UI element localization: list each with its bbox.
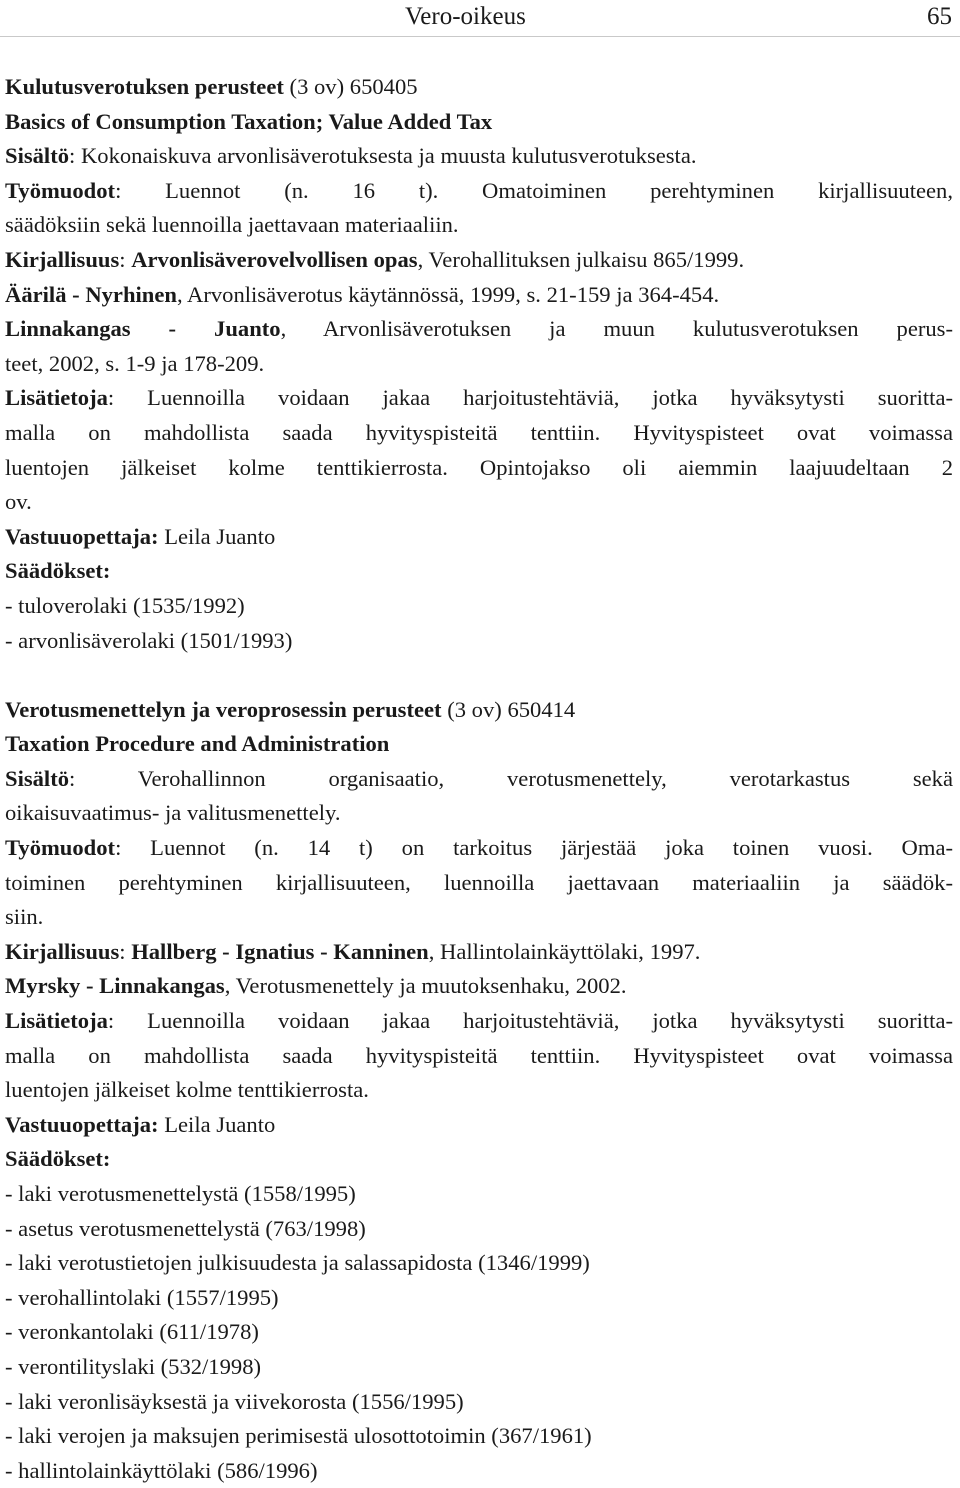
statute-item: - laki verotustietojen julkisuudesta ja salassapidosta (1346/1999): [5, 1250, 590, 1276]
course-methods-line-1: [5, 174, 953, 209]
statute-item: - hallintolainkäyttölaki (586/1996): [5, 1457, 318, 1483]
course-content-line-2: oikaisuvaatimus- ja valitusmenettely.: [5, 800, 341, 826]
course-title-fi: Kulutusverotuksen perusteet: [5, 74, 284, 99]
literature-item-2: [5, 969, 953, 1004]
literature-item-2: [5, 278, 953, 313]
info-line-4: ov.: [5, 489, 32, 515]
responsible-teacher: [5, 520, 953, 555]
literature-details: , Verotusmenettely ja muutoksenhaku, 2002.: [224, 973, 627, 999]
literature-label: Kirjallisuus: [5, 246, 120, 272]
course-section-taxation-procedure: [5, 693, 953, 1488]
literature-author: Hallberg - Ignatius - Kanninen: [131, 938, 429, 964]
content-label: Sisältö: [5, 143, 70, 169]
teacher-name: Leila Juanto: [158, 1111, 276, 1137]
course-methods-line-1: [5, 831, 953, 866]
methods-text: : Luennot (n. 16 t). Omatoiminen perehtyminen kirjallisuuteen,: [115, 177, 953, 203]
literature-item-3: [5, 312, 953, 347]
running-header-title: Vero-oikeus: [405, 3, 526, 30]
page-body: [5, 70, 953, 1488]
statutes-label: Säädökset:: [5, 1146, 111, 1172]
page-header: [0, 0, 960, 37]
responsible-teacher: [5, 1108, 953, 1143]
info-line-2: malla on mahdollista saada hyvityspisteitä tenttiin. Hyvityspisteet ovat voimassa: [5, 1042, 953, 1068]
teacher-label: Vastuuopettaja:: [5, 1111, 159, 1137]
statutes-label: Säädökset:: [5, 558, 111, 584]
page-number: 65: [927, 3, 952, 30]
statute-item: - verontilityslaki (532/1998): [5, 1353, 262, 1379]
info-line-3: luentojen jälkeiset kolme tenttikierrosta. Opintojakso oli aiemmin laajuudeltaan 2: [5, 454, 953, 480]
course-heading: [5, 693, 953, 728]
literature-item-1: [5, 243, 953, 278]
literature-details: , Arvonlisäverotuksen ja muun kulutusverotuksen perus-: [280, 316, 953, 342]
literature-item-3-cont: teet, 2002, s. 1-9 ja 178-209.: [5, 350, 265, 376]
course-section-consumption-taxation: [5, 70, 953, 658]
course-title-en: Taxation Procedure and Administration: [5, 731, 390, 757]
course-methods-line-2: säädöksiin sekä luennoilla jaettavaan materiaaliin.: [5, 212, 459, 238]
literature-colon: :: [119, 246, 132, 272]
course-heading: [5, 70, 953, 105]
course-methods-line-2: toiminen perehtyminen kirjallisuuteen, luennoilla jaettavaan materiaaliin ja säädök-: [5, 869, 953, 895]
info-text: : Luennoilla voidaan jakaa harjoitustehtäviä, jotka hyväksytysti suoritta-: [107, 1008, 953, 1034]
statute-item: - laki verojen ja maksujen perimisestä ulosottotoimin (367/1961): [5, 1423, 592, 1449]
statute-item: - asetus verotusmenettelystä (763/1998): [5, 1215, 366, 1241]
literature-item-1: [5, 935, 953, 970]
methods-label: Työmuodot: [5, 177, 116, 203]
info-line-1: [5, 1004, 953, 1039]
info-line-2: malla on mahdollista saada hyvityspisteitä tenttiin. Hyvityspisteet ovat voimassa: [5, 419, 953, 445]
statute-item: - arvonlisäverolaki (1501/1993): [5, 627, 293, 653]
statute-item: - veronkantolaki (611/1978): [5, 1319, 259, 1345]
info-line-3: luentojen jälkeiset kolme tenttikierrosta.: [5, 1077, 369, 1103]
literature-author: Myrsky - Linnakangas: [5, 973, 225, 999]
statute-item: - laki verotusmenettelystä (1558/1995): [5, 1181, 356, 1206]
content-label: Sisältö: [5, 765, 70, 791]
literature-colon: :: [119, 938, 132, 964]
section-spacer: [5, 658, 953, 693]
content-text: : Kokonaiskuva arvonlisäverotuksesta ja muusta kulutusverotuksesta.: [69, 143, 697, 169]
info-line-1: [5, 381, 953, 416]
literature-author: Arvonlisäverovelvollisen opas: [131, 246, 418, 272]
content-text: : Verohallinnon organisaatio, verotusmenettely, verotarkastus sekä: [69, 765, 953, 791]
literature-author: Äärilä - Nyrhinen: [5, 281, 177, 307]
info-label: Lisätietoja: [5, 385, 108, 411]
course-title-en: Basics of Consumption Taxation; Value Added Tax: [5, 108, 493, 134]
methods-text: : Luennot (n. 14 t) on tarkoitus järjestää joka toinen vuosi. Oma-: [115, 835, 953, 861]
methods-label: Työmuodot: [5, 835, 116, 861]
info-label: Lisätietoja: [5, 1008, 108, 1034]
literature-details: , Hallintolainkäyttölaki, 1997.: [428, 938, 701, 964]
course-content-line-1: [5, 762, 953, 797]
course-title-fi: Verotusmenettelyn ja veroprosessin perusteet: [5, 696, 442, 722]
teacher-label: Vastuuopettaja:: [5, 523, 159, 549]
course-credits-code: (3 ov) 650405: [283, 74, 418, 99]
info-text: : Luennoilla voidaan jakaa harjoitustehtäviä, jotka hyväksytysti suoritta-: [107, 385, 953, 411]
statute-item: - verohallintolaki (1557/1995): [5, 1284, 279, 1310]
literature-details: , Verohallituksen julkaisu 865/1999.: [417, 246, 745, 272]
statute-item: - laki veronlisäyksestä ja viivekorosta (1556/1995): [5, 1388, 464, 1414]
literature-details: , Arvonlisäverotus käytännössä, 1999, s. 21-159 ja 364-454.: [176, 281, 720, 307]
literature-label: Kirjallisuus: [5, 938, 120, 964]
teacher-name: Leila Juanto: [158, 523, 276, 549]
course-methods-line-3: siin.: [5, 904, 44, 930]
course-content: [5, 139, 953, 174]
literature-author: Linnakangas - Juanto: [5, 316, 281, 342]
statute-item: - tuloverolaki (1535/1992): [5, 592, 245, 618]
course-credits-code: (3 ov) 650414: [441, 696, 576, 722]
